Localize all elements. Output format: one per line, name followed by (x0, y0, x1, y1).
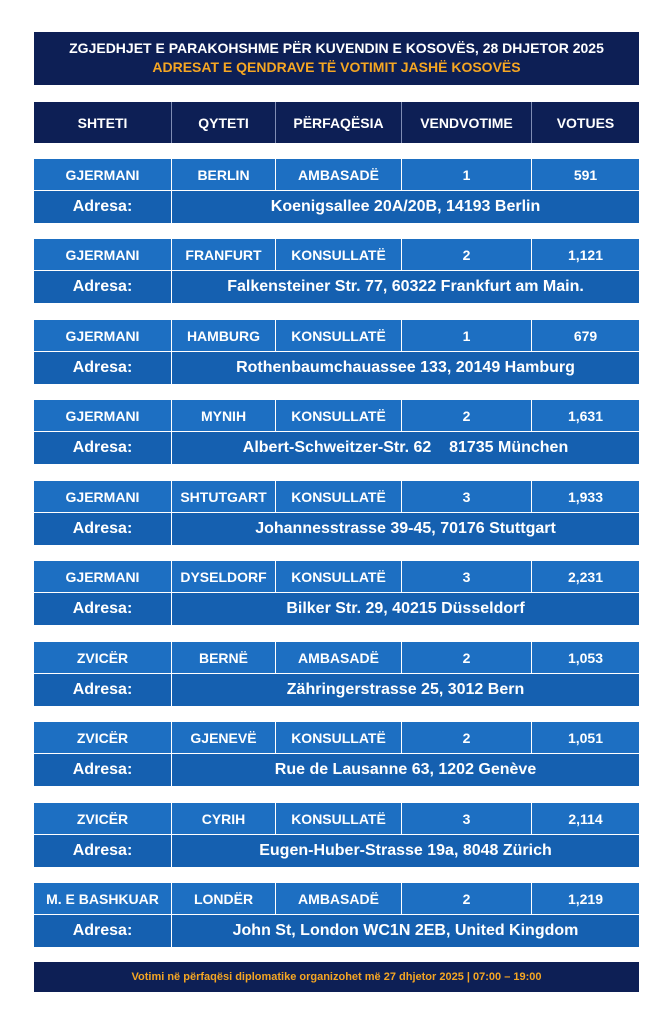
voters-cell: 1,933 (567, 488, 604, 505)
country-cell: ZVICËR (34, 722, 172, 753)
voters-cell: 1,121 (567, 246, 604, 263)
voters-cell: 1,631 (567, 407, 604, 424)
entry-munich (34, 400, 639, 464)
country-cell: ZVICËR (34, 803, 172, 834)
stations-cell: 2 (402, 239, 532, 270)
stations-cell: 3 (402, 481, 532, 512)
address-label: Adresa: (34, 674, 172, 706)
mission-cell: KONSULLATË (276, 239, 402, 270)
city-cell: HAMBURG (172, 320, 276, 351)
address-value: Albert-Schweitzer-Str. 62 81735 München (242, 439, 569, 456)
mission-cell: KONSULLATË (276, 722, 402, 753)
address-row (34, 432, 639, 464)
address-value: Rothenbaumchauassee 133, 20149 Hamburg (236, 359, 575, 376)
address-row (34, 674, 639, 706)
address-label: Adresa: (34, 432, 172, 464)
country-cell: GJERMANI (34, 159, 172, 190)
entry-hamburg (34, 320, 639, 384)
city-cell: GJENEVË (172, 722, 276, 753)
title-banner (34, 32, 639, 85)
address-row (34, 513, 639, 545)
entry-london (34, 883, 639, 947)
address-value: Eugen-Huber-Strasse 19a, 8048 Zürich (259, 842, 552, 859)
mission-cell: KONSULLATË (276, 481, 402, 512)
address-label: Adresa: (34, 352, 172, 384)
table-row (34, 722, 639, 754)
address-label: Adresa: (34, 915, 172, 947)
address-value: Bilker Str. 29, 40215 Düsseldorf (286, 600, 525, 617)
mission-cell: AMBASADË (276, 883, 402, 914)
address-row (34, 593, 639, 625)
address-row (34, 754, 639, 786)
stations-cell: 2 (402, 400, 532, 431)
table-row (34, 400, 639, 432)
mission-cell: KONSULLATË (276, 561, 402, 592)
address-value: Zähringerstrasse 25, 3012 Bern (286, 681, 525, 698)
city-cell: DYSELDORF (172, 561, 276, 592)
country-cell: GJERMANI (34, 561, 172, 592)
address-label: Adresa: (34, 191, 172, 223)
table-row (34, 239, 639, 271)
city-cell: BERNË (172, 642, 276, 673)
address-row (34, 352, 639, 384)
table-row (34, 561, 639, 593)
table-row (34, 642, 639, 674)
footer-note: Votimi në përfaqësi diplomatike organizohet më 27 dhjetor 2025 | 07:00 – 19:00 (34, 962, 639, 992)
address-label: Adresa: (34, 513, 172, 545)
address-label: Adresa: (34, 271, 172, 303)
mission-cell: AMBASADË (276, 642, 402, 673)
table-row (34, 159, 639, 191)
entry-zurich (34, 803, 639, 867)
country-cell: GJERMANI (34, 239, 172, 270)
stations-cell: 2 (402, 642, 532, 673)
page-subtitle: ADRESAT E QENDRAVE TË VOTIMIT JASHË KOSOVËS (152, 59, 521, 75)
header-polling-stations: VENDVOTIME (402, 102, 532, 143)
address-label: Adresa: (34, 754, 172, 786)
mission-cell: KONSULLATË (276, 320, 402, 351)
address-row (34, 915, 639, 947)
mission-cell: KONSULLATË (276, 400, 402, 431)
table-row (34, 481, 639, 513)
voters-cell: 2,114 (568, 810, 603, 827)
address-value: Johannesstrasse 39-45, 70176 Stuttgart (255, 520, 556, 537)
city-cell: LONDËR (172, 883, 276, 914)
table-row (34, 803, 639, 835)
address-value: Koenigsallee 20A/20B, 14193 Berlin (270, 198, 541, 215)
header-voters: VOTUES (556, 114, 615, 131)
voters-cell: 1,219 (567, 890, 604, 907)
address-value: Falkensteiner Str. 77, 60322 Frankfurt am Main. (227, 278, 584, 295)
entry-bern (34, 642, 639, 706)
country-cell: ZVICËR (34, 642, 172, 673)
address-label: Adresa: (34, 593, 172, 625)
mission-cell: KONSULLATË (276, 803, 402, 834)
voters-cell: 1,051 (567, 729, 604, 746)
table-row (34, 320, 639, 352)
voters-cell: 591 (573, 166, 598, 183)
city-cell: FRANFURT (172, 239, 276, 270)
voters-cell: 2,231 (567, 568, 604, 585)
country-cell: GJERMANI (34, 481, 172, 512)
mission-cell: AMBASADË (276, 159, 402, 190)
country-cell: M. E BASHKUAR (34, 883, 172, 914)
header-mission: PËRFAQËSIA (276, 102, 402, 143)
header-country: SHTETI (34, 102, 172, 143)
address-row (34, 271, 639, 303)
entry-geneva (34, 722, 639, 786)
voters-cell: 679 (573, 327, 598, 344)
address-label: Adresa: (34, 835, 172, 867)
address-value: Rue de Lausanne 63, 1202 Genève (274, 761, 537, 778)
table-row (34, 883, 639, 915)
country-cell: GJERMANI (34, 320, 172, 351)
city-cell: MYNIH (172, 400, 276, 431)
entry-frankfurt (34, 239, 639, 303)
stations-cell: 3 (402, 803, 532, 834)
city-cell: BERLIN (172, 159, 276, 190)
table-header (34, 102, 639, 143)
entry-dusseldorf (34, 561, 639, 625)
stations-cell: 3 (402, 561, 532, 592)
voters-cell: 1,053 (567, 649, 604, 666)
stations-cell: 1 (402, 159, 532, 190)
header-city: QYTETI (172, 102, 276, 143)
address-row (34, 835, 639, 867)
address-row (34, 191, 639, 223)
stations-cell: 1 (402, 320, 532, 351)
page-title: ZGJEDHJET E PARAKOHSHME PËR KUVENDIN E KOSOVËS, 28 DHJETOR 2025 (69, 40, 604, 56)
entry-berlin (34, 159, 639, 223)
city-cell: CYRIH (172, 803, 276, 834)
stations-cell: 2 (402, 722, 532, 753)
stations-cell: 2 (402, 883, 532, 914)
entry-stuttgart (34, 481, 639, 545)
city-cell: SHTUTGART (172, 481, 276, 512)
country-cell: GJERMANI (34, 400, 172, 431)
address-value: John St, London WC1N 2EB, United Kingdom (232, 922, 579, 939)
